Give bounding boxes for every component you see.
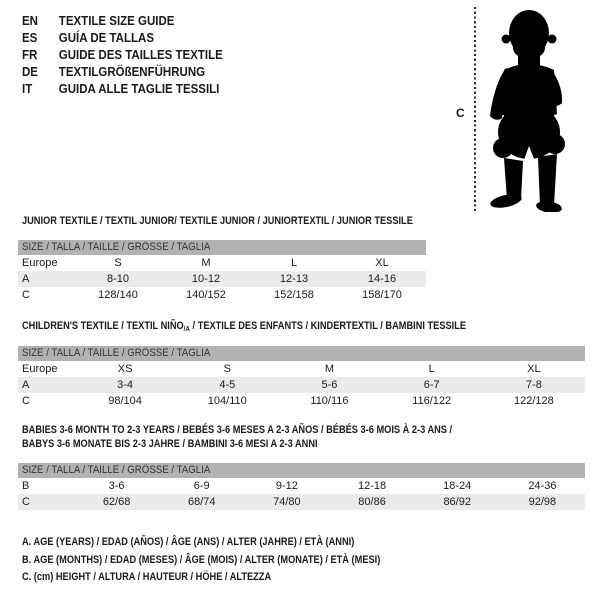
size-cell: M xyxy=(201,257,211,269)
value-cell: 10-12 xyxy=(191,273,221,285)
table-row-height xyxy=(18,494,585,510)
value-cell: 4-5 xyxy=(219,379,236,391)
size-cell: XL xyxy=(527,363,541,375)
size-cell: L xyxy=(428,363,435,375)
junior-section-title: JUNIOR TEXTILE / TEXTIL JUNIOR/ TEXTILE JUNIOR / JUNIORTEXTIL / JUNIOR TESSILE xyxy=(22,215,413,227)
language-code: DE xyxy=(22,65,38,79)
size-header-row xyxy=(18,361,585,377)
region-label-cell: Europe xyxy=(22,363,58,375)
value-cell: 158/170 xyxy=(362,289,402,301)
legend-line-b: B. AGE (MONTHS) / EDAD (MESES) / ÂGE (MOIS) / ALTER (MONATE) / ETÀ (MESI) xyxy=(22,553,381,566)
babies-table xyxy=(18,478,585,510)
value-cell: 24-36 xyxy=(528,480,557,492)
junior-size-table xyxy=(18,240,426,303)
value-cell: 12-18 xyxy=(357,480,387,492)
language-row-de xyxy=(22,64,223,81)
row-label-cell: C xyxy=(22,395,30,407)
language-row-fr xyxy=(22,47,223,64)
babies-size-table xyxy=(18,463,585,510)
region-label-cell: Europe xyxy=(22,257,58,269)
height-measure-dashed-line xyxy=(474,7,476,211)
language-row-it xyxy=(22,81,223,98)
legend-line-c: C. (cm) HEIGHT / ALTURA / HAUTEUR / HÖHE / ALTEZZA xyxy=(22,571,272,583)
value-cell: 3-6 xyxy=(108,480,125,492)
size-header-row xyxy=(18,255,426,271)
value-cell: 152/158 xyxy=(274,289,314,301)
value-cell: 98/104 xyxy=(108,395,142,407)
value-cell: 104/110 xyxy=(207,395,247,407)
value-cell: 6-7 xyxy=(423,379,440,391)
value-cell: 68/74 xyxy=(187,496,216,508)
children-title-pre: CHILDREN'S TEXTILE / TEXTIL NIÑO xyxy=(22,320,184,332)
children-title-post: / TEXTILE DES ENFANTS / KINDERTEXTIL / BAMBINI TESSILE xyxy=(189,320,467,332)
language-title: GUIDA ALLE TAGLIE TESSILI xyxy=(58,82,220,96)
value-cell: 74/80 xyxy=(273,496,301,508)
value-cell: 3-4 xyxy=(117,379,134,391)
value-cell: 122/128 xyxy=(513,395,554,407)
value-cell: 18-24 xyxy=(443,480,472,492)
legend-line-a: A. AGE (YEARS) / EDAD (AÑOS) / ÂGE (ANS) / ALTER (JAHRE) / ETÀ (ANNI) xyxy=(22,536,355,548)
language-list xyxy=(22,13,223,98)
language-row-en xyxy=(22,13,223,30)
toddler-silhouette-image xyxy=(480,8,572,212)
language-code: EN xyxy=(22,14,38,28)
size-cell: S xyxy=(114,257,122,269)
size-header-bar-label: SIZE / TALLA / TAILLE / GRÖSSE / TAGLIA xyxy=(22,241,211,253)
language-title: GUIDE DES TAILLES TEXTILE xyxy=(58,48,223,62)
size-cell: M xyxy=(324,363,335,375)
row-label-cell: C xyxy=(22,289,30,301)
language-title: TEXTILE SIZE GUIDE xyxy=(58,14,175,28)
table-row-age-months xyxy=(18,478,585,494)
junior-table xyxy=(18,255,426,303)
height-measure-label: C xyxy=(456,106,465,120)
value-cell: 62/68 xyxy=(102,496,131,508)
value-cell: 110/116 xyxy=(310,395,349,407)
language-row-es xyxy=(22,30,223,47)
babies-section-title xyxy=(22,424,452,451)
value-cell: 128/140 xyxy=(98,289,138,301)
size-header-bar xyxy=(18,463,585,478)
size-header-bar xyxy=(18,240,426,255)
value-cell: 8-10 xyxy=(106,273,130,285)
language-title: TEXTILGRÖßENFÜHRUNG xyxy=(58,65,206,79)
value-cell: 7-8 xyxy=(525,379,542,391)
babies-title-line-2: BABYS 3-6 MONATE BIS 2-3 JAHRE / BAMBINI 3-6 MESI A 2-3 ANNI xyxy=(22,437,318,450)
language-code: ES xyxy=(22,31,38,45)
children-section-title xyxy=(22,320,466,336)
babies-title-line-1: BABIES 3-6 MONTH TO 2-3 YEARS / BEBÉS 3-6 MESES A 2-3 AÑOS / BÉBÉS 3-6 MOIS À 2-3 ANS / xyxy=(22,424,453,436)
row-label-cell: A xyxy=(22,273,30,285)
row-label-cell: B xyxy=(22,480,30,492)
row-label-cell: C xyxy=(22,496,30,508)
children-title-sub: /A xyxy=(183,324,190,333)
size-cell: XS xyxy=(117,363,133,375)
children-table xyxy=(18,361,585,409)
value-cell: 92/98 xyxy=(528,496,557,508)
size-cell: S xyxy=(223,363,231,375)
value-cell: 14-16 xyxy=(367,273,397,285)
value-cell: 116/122 xyxy=(412,395,452,407)
row-label-cell: A xyxy=(22,379,30,391)
table-row-height xyxy=(18,393,585,409)
value-cell: 9-12 xyxy=(275,480,298,492)
value-cell: 5-6 xyxy=(321,379,338,391)
value-cell: 86/92 xyxy=(443,496,471,508)
value-cell: 12-13 xyxy=(279,273,309,285)
size-header-bar xyxy=(18,346,585,361)
legend xyxy=(22,534,380,587)
language-code: FR xyxy=(22,48,38,62)
size-cell: XL xyxy=(375,257,389,269)
value-cell: 140/152 xyxy=(186,289,226,301)
language-code: IT xyxy=(22,82,33,96)
size-header-bar-label: SIZE / TALLA / TAILLE / GRÖSSE / TAGLIA xyxy=(22,464,211,476)
size-header-bar-label: SIZE / TALLA / TAILLE / GRÖSSE / TAGLIA xyxy=(22,347,211,359)
table-row-age xyxy=(18,271,426,287)
value-cell: 80/86 xyxy=(358,496,386,508)
table-row-age xyxy=(18,377,585,393)
table-row-height xyxy=(18,287,426,303)
value-cell: 6-9 xyxy=(193,480,210,492)
children-size-table xyxy=(18,346,585,409)
size-cell: L xyxy=(290,257,298,269)
language-title: GUÍA DE TALLAS xyxy=(58,31,154,45)
